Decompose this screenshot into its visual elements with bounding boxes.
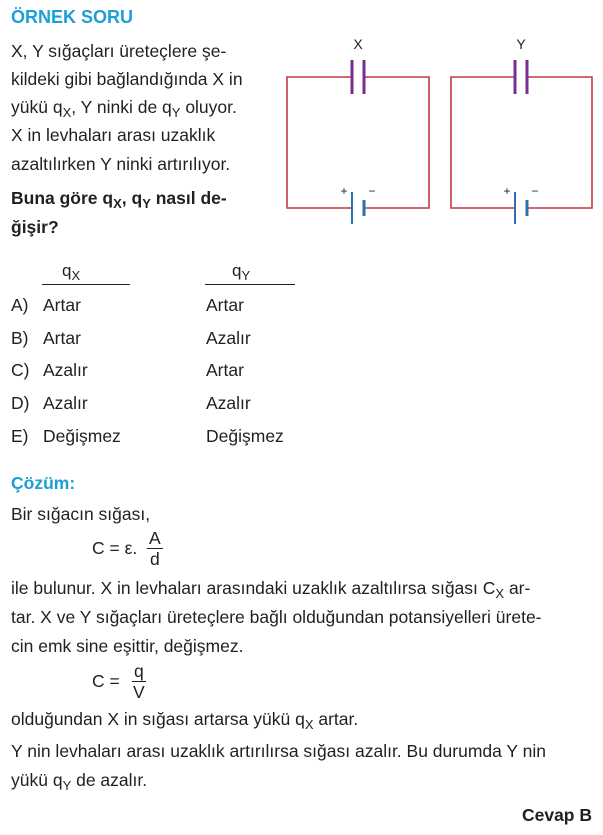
formula-1-lhs: C = ε. [92,538,138,558]
solution-p1-line-3: cin emk sine eşittir, değişmez. [11,636,244,656]
options-col-qy-letter: q [232,261,242,280]
formula-1-fraction [147,528,163,569]
question-line-5: azaltılırken Y ninki artırılıyor. [11,154,231,174]
question-ask-line-1 [11,188,227,211]
formula-2-fraction [132,661,146,702]
solution-p1-line-1-sub: X [495,586,505,601]
option-e-qy: Değişmez [206,426,284,446]
formula-2-numerator: q [134,661,144,681]
options-col-qx-sub: X [71,268,81,283]
option-a-letter[interactable]: A) [11,295,29,315]
answer-label: Cevap B [521,805,592,825]
solution-p1-line-2: tar. X ve Y sığaçları üreteçlere bağlı olduğundan potansiyelleri ürete- [11,607,542,627]
option-d-qx: Azalır [43,393,88,413]
option-c-qy: Artar [206,360,244,380]
question-line-4: X in levhaları arası uzaklık [11,125,216,145]
question-line-3-sub-x: X [62,105,72,120]
battery-x-minus: − [368,184,376,198]
question-ask-mid: , q [121,188,143,208]
battery-y-minus: − [531,184,539,198]
formula-2-denominator: V [133,682,145,702]
solution-p3-line-2-pre: yükü q [11,770,63,790]
solution-p2 [11,709,359,732]
option-d-letter[interactable]: D) [11,393,30,413]
capacitor-y-label: Y [516,36,526,52]
question-ask-line-2: ğişir? [11,217,59,237]
option-b-qy: Azalır [206,328,251,348]
capacitor-x-label: X [353,36,363,52]
question-ask-sub-x: X [113,196,122,211]
solution-p1-line-1-pre: ile bulunur. X in levhaları arasındaki uzaklık azaltılırsa sığası C [11,578,496,598]
question-line-1: X, Y sığaçları üreteçlere şe- [11,41,227,61]
circuit-y [451,36,592,224]
options-col-qx-underline [42,284,130,285]
formula-1-denominator: d [149,549,160,569]
formula-2-lhs: C = [92,671,120,691]
options-col-qx-header [62,261,80,281]
question-line-3-end: oluyor. [180,97,237,117]
solution-p3-line-1: Y nin levhaları arası uzaklık artırılırsa sığası azalır. Bu durumda Y nin [11,741,546,761]
question-line-3 [11,97,237,120]
option-e-qx: Değişmez [43,426,121,446]
question-line-3-pre: yükü q [11,97,63,117]
example-question-heading: ÖRNEK SORU [11,7,134,27]
option-e-letter[interactable]: E) [11,426,29,446]
options-col-qy-sub: Y [241,268,251,283]
option-c-qx: Azalır [43,360,88,380]
solution-p2-pre: olduğundan X in sığası artarsa yükü q [11,709,305,729]
question-ask-post: nasıl de- [150,188,227,208]
option-b-letter[interactable]: B) [11,328,29,348]
option-d-qy: Azalır [206,393,251,413]
options-col-qy-header [232,261,250,281]
question-ask-sub-y: Y [142,196,151,211]
solution-intro: Bir sığacın sığası, [11,504,151,524]
question-line-3-mid: , Y ninki de q [71,97,172,117]
circuit-x [287,36,429,224]
solution-p3-line-2-sub: Y [62,778,72,793]
solution-p2-post: artar. [313,709,359,729]
formula-1-numerator: A [149,528,161,548]
battery-x-plus: + [340,184,348,198]
question-ask-pre: Buna göre q [11,188,114,208]
option-c-letter[interactable]: C) [11,360,30,380]
solution-p2-sub: X [304,717,314,732]
battery-y-plus: + [503,184,511,198]
solution-p1-line-1 [11,578,531,601]
options-col-qx-letter: q [62,261,72,280]
option-b-qx: Artar [43,328,81,348]
solution-p3-line-2-post: de azalır. [71,770,148,790]
option-a-qx: Artar [43,295,81,315]
options-col-qy-underline [205,284,295,285]
circuit-diagram [280,30,600,235]
solution-heading: Çözüm: [11,473,76,493]
question-line-2: kildeki gibi bağlandığında X in [11,69,243,89]
solution-p3-line-2 [11,770,148,793]
option-a-qy: Artar [206,295,244,315]
question-line-3-sub-y: Y [171,105,181,120]
solution-p1-line-1-post: ar- [504,578,531,598]
